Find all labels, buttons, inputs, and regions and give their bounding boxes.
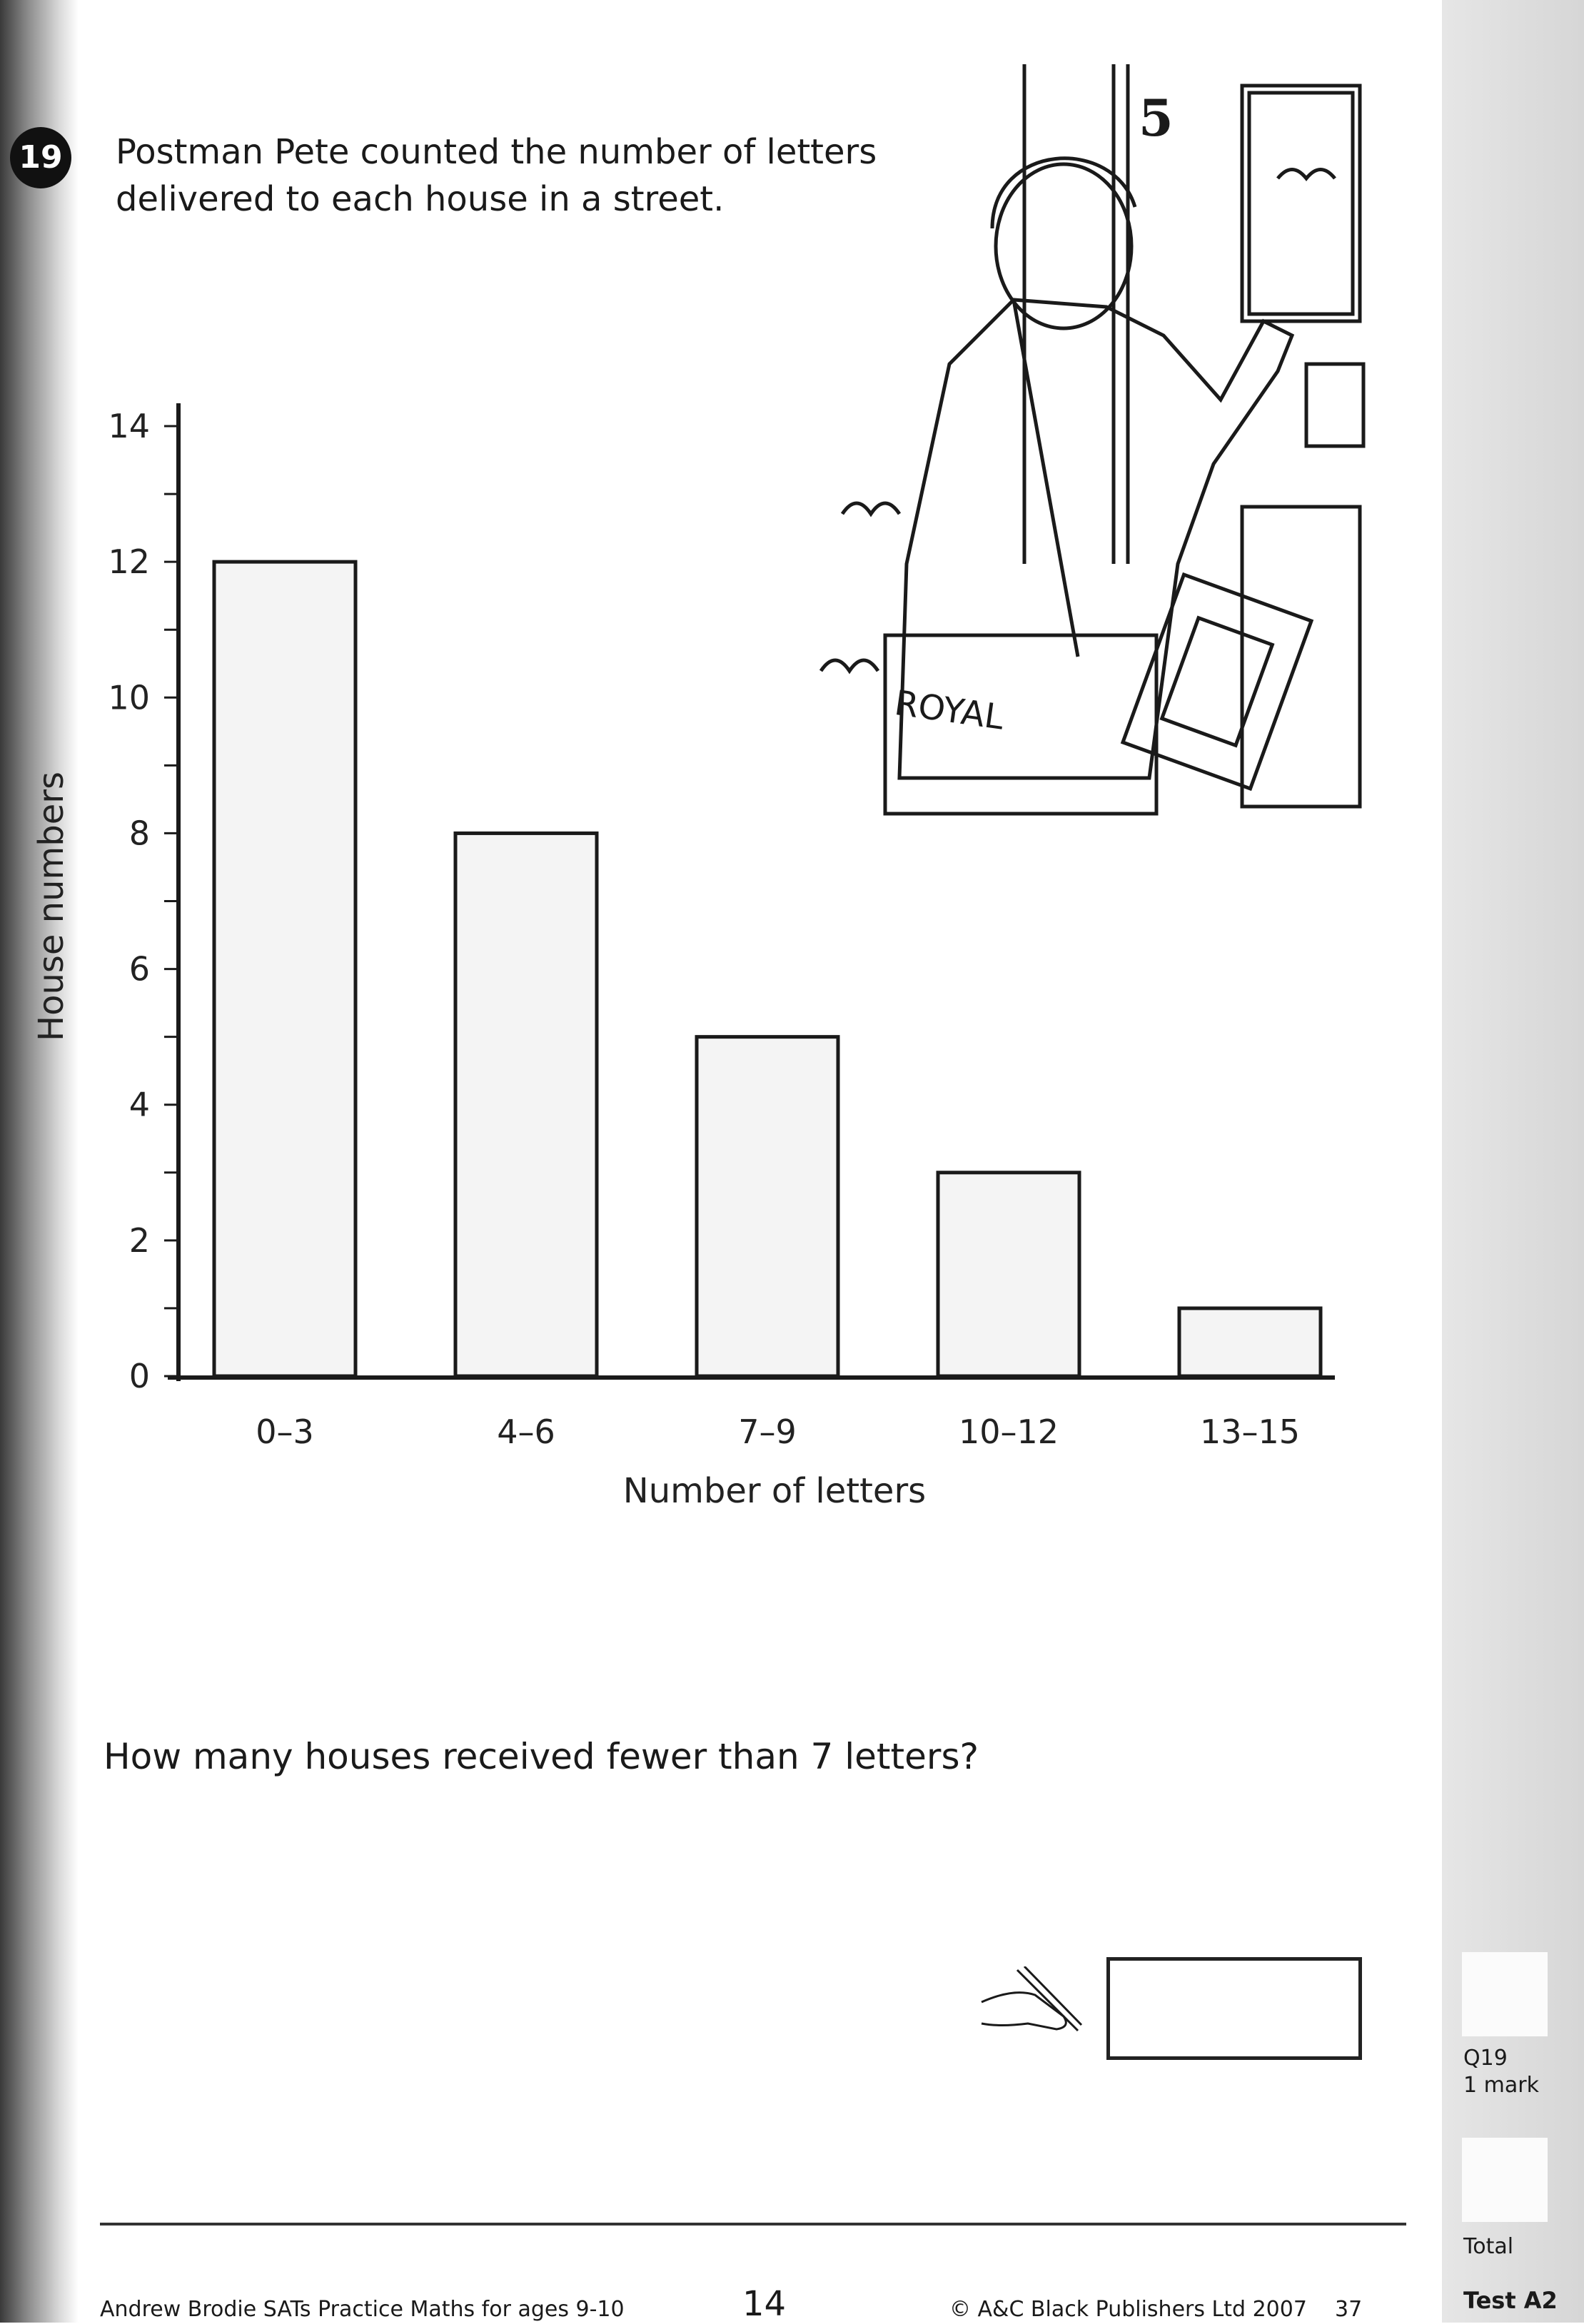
x-tick-label: 13–15 [1199,1413,1301,1451]
x-tick-label: 7–9 [738,1413,797,1451]
mark-label: 1 mark [1463,2073,1539,2098]
y-axis-title: House numbers [31,771,71,1042]
bag-text: ROYAL [892,682,1007,738]
bar-1 [214,562,355,1376]
y-tick-label: 10 [108,678,150,717]
x-tick-label: 10–12 [958,1413,1059,1451]
test-label: Test A2 [1463,2287,1558,2314]
x-tick-label: 4–6 [497,1413,555,1451]
y-tick-label: 12 [108,542,150,582]
q-label: Q19 [1463,2046,1508,2071]
y-tick-label: 8 [128,814,150,853]
bar-5 [1179,1308,1321,1376]
x-tick-label: 0–3 [256,1413,314,1451]
answer-box[interactable] [1106,1957,1362,2060]
q19-mark-box [1462,1952,1548,2036]
y-tick-label: 14 [108,407,150,445]
bar-4 [938,1173,1079,1376]
y-tick-label: 4 [128,1085,150,1124]
footer-copyright: © A&C Black Publishers Ltd 2007 [949,2297,1307,2322]
question-intro: Postman Pete counted the number of letters delivered to each house in a street. [116,132,877,219]
y-tick-label: 6 [128,949,150,989]
footer-sheet-number: 37 [1335,2297,1363,2322]
y-tick-label: 0 [128,1357,150,1395]
pencil-hand-icon [978,1966,1085,2034]
footer-rule [100,2223,1406,2226]
x-axis-title: Number of letters [622,1471,927,1511]
question-number-badge: 19 [10,127,71,188]
total-mark-box [1462,2138,1548,2222]
total-label: Total [1463,2234,1514,2259]
footer-page-number: 14 [742,2284,787,2324]
door-number: 5 [1139,89,1174,148]
footer-book-title: Andrew Brodie SATs Practice Maths for ages 9-10 [100,2297,625,2322]
y-tick-label: 2 [128,1221,150,1260]
bar-3 [697,1037,838,1376]
question-prompt: How many houses received fewer than 7 letters? [104,1736,979,1777]
bar-2 [455,833,597,1376]
